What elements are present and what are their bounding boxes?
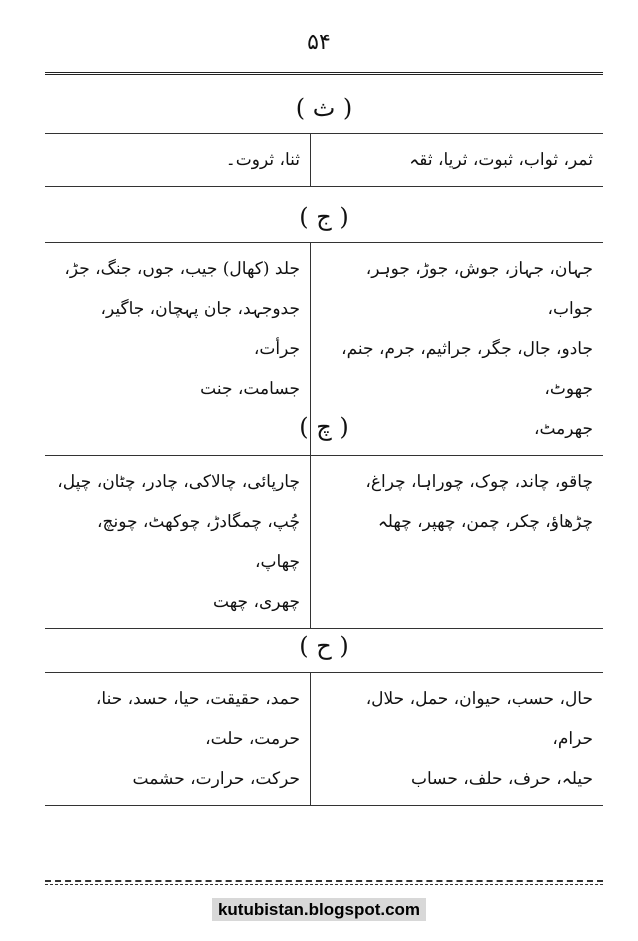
footer-rule-secondary xyxy=(45,884,603,885)
word-line: ثمر، ثواب، ثبوت، ثریا، ثقہ xyxy=(409,150,593,170)
header-rule xyxy=(45,72,603,75)
word-line: جدوجہد، جان پہچان، جاگیر، جرأت، xyxy=(100,299,300,359)
word-line: حرکت، حرارت، حشمت xyxy=(132,769,300,789)
word-line: چڑھاؤ، چکر، چمن، چھپر، چھلہ xyxy=(377,512,593,532)
word-line: چھری، چھت xyxy=(213,592,300,612)
section-heading-che: ( چ ) xyxy=(299,413,349,441)
watermark xyxy=(0,900,638,920)
word-line: حال، حسب، حیوان، حمل، حلال، حرام، xyxy=(365,689,593,749)
word-line: چاقو، چاند، چوک، چوراہا، چراغ، xyxy=(365,472,593,492)
word-line: جہان، جہاز، جوش، جوڑ، جوہر، جواب، xyxy=(365,259,593,319)
page-number: ۵۴ xyxy=(307,30,331,55)
right-column xyxy=(311,134,604,187)
word-line: چارپائی، چالاکی، چادر، چٹان، چپل، xyxy=(57,472,300,492)
section-heading-tha: ( ث ) xyxy=(295,94,353,122)
word-line: جسامت، جنت xyxy=(200,379,300,399)
footer-rule xyxy=(45,880,603,882)
word-table-che xyxy=(45,455,603,629)
left-column xyxy=(45,673,311,806)
word-line: حیلہ، حرف، حلف، حساب xyxy=(410,769,593,789)
word-table-tha xyxy=(45,133,603,187)
word-line: حمد، حقیقت، حیا، حسد، حنا، حرمت، حلت، xyxy=(95,689,300,749)
section-heading-hay: ( ح ) xyxy=(299,632,349,660)
watermark-text: kutubistan.blogspot.com xyxy=(212,898,426,921)
word-line: جادو، جال، جگر، جراثیم، جرم، جنم، جھوٹ، xyxy=(341,339,593,399)
word-table-hay xyxy=(45,672,603,806)
section-heading-jeem: ( ج ) xyxy=(299,203,349,231)
word-line: چُپ، چمگادڑ، چوکھٹ، چونچ، چھاپ، xyxy=(97,512,300,572)
left-column xyxy=(45,456,311,629)
word-line: جلد (کھال) جیب، جوں، جنگ، جڑ، xyxy=(64,259,300,279)
right-column xyxy=(311,456,604,629)
left-column xyxy=(45,134,311,187)
word-line: جھرمٹ، xyxy=(533,419,593,439)
right-column xyxy=(311,673,604,806)
word-line: ثنا، ثروت۔ xyxy=(225,150,300,170)
